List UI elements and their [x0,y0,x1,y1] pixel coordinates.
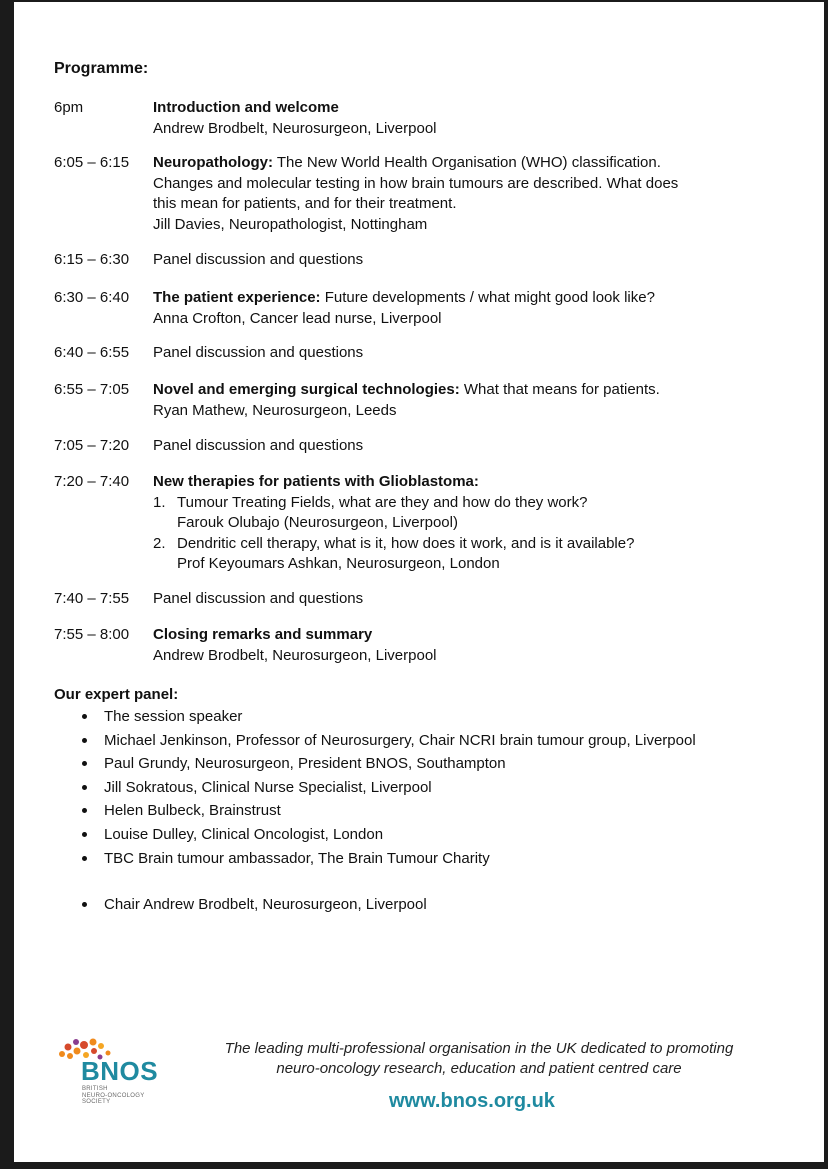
session-time: 6:55 – 7:05 [54,381,130,398]
session-description: this mean for patients, and for their treatment. [153,195,457,212]
session-description: Panel discussion and questions [153,590,364,607]
session-time: 6:15 – 6:30 [54,251,130,268]
panel-member: The session speaker [54,705,696,729]
session-content [153,288,793,329]
list-item-speaker: Farouk Olubajo (Neurosurgeon, Liverpool) [177,514,458,531]
session-speaker: Andrew Brodbelt, Neurosurgeon, Liverpool [153,119,437,137]
list-item-speaker: Prof Keyoumars Ashkan, Neurosurgeon, London [177,555,500,572]
session-description: Changes and molecular testing in how brain tumours are described. What does [153,174,679,192]
session-content [153,98,793,139]
session-time: 7:40 – 7:55 [54,590,130,607]
session-time: 6:30 – 6:40 [54,289,130,306]
list-item [153,493,793,534]
session-description: The New World Health Organisation (WHO) classification. [273,154,661,171]
list-number: 2. [153,534,166,552]
panel-member: Michael Jenkinson, Professor of Neurosurgery, Chair NCRI brain tumour group, Liverpool [54,729,696,753]
panel-chair-list [54,893,427,917]
session-title: New therapies for patients with Glioblastoma: [153,473,479,490]
panel-member: TBC Brain tumour ambassador, The Brain Tumour Charity [54,847,696,871]
panel-member: Louise Dulley, Clinical Oncologist, London [54,823,696,847]
session-time: 6pm [54,99,84,116]
session-time: 6:05 – 6:15 [54,154,130,171]
document-page [14,2,824,1162]
session-speaker: Andrew Brodbelt, Neurosurgeon, Liverpool [153,646,437,664]
session-time: 7:05 – 7:20 [54,437,130,454]
session-content [153,343,793,364]
session-content [153,589,793,610]
programme-heading: Programme: [54,60,149,77]
session-content [153,153,793,235]
session-content [153,380,793,421]
session-description: Panel discussion and questions [153,251,364,268]
session-speaker: Ryan Mathew, Neurosurgeon, Leeds [153,401,397,419]
session-speaker: Anna Crofton, Cancer lead nurse, Liverpool [153,309,442,327]
list-item-text: Tumour Treating Fields, what are they and how do they work? [177,493,588,511]
list-number: 1. [153,493,166,511]
logo-wordmark: BNOS [81,1056,159,1086]
session-title: Novel and emerging surgical technologies: [153,381,460,398]
session-title: Neuropathology: [153,154,273,171]
panel-member: Helen Bulbeck, Brainstrust [54,799,696,823]
session-description: Panel discussion and questions [153,437,364,454]
bnos-logo [54,1036,174,1126]
panel-member: Paul Grundy, Neurosurgeon, President BNOS, Southampton [54,752,696,776]
panel-heading: Our expert panel: [54,686,179,703]
list-item [153,534,793,575]
panel-member: Jill Sokratous, Clinical Nurse Specialist, Liverpool [54,776,696,800]
session-description: Panel discussion and questions [153,344,364,361]
therapy-list [153,493,793,575]
session-time: 6:40 – 6:55 [54,344,130,361]
session-content [153,625,793,666]
session-content [153,436,793,457]
session-speaker: Jill Davies, Neuropathologist, Nottingham [153,215,428,233]
session-title: Introduction and welcome [153,99,339,116]
session-title: The patient experience: [153,289,321,306]
session-description: What that means for patients. [459,381,660,398]
panel-chair: Chair Andrew Brodbelt, Neurosurgeon, Liverpool [54,893,427,917]
website-link[interactable]: www.bnos.org.uk [389,1090,555,1112]
logo-subtitle: BRITISH NEURO-ONCOLOGY SOCIETY [82,1086,145,1105]
session-content [153,472,793,575]
session-time: 7:55 – 8:00 [54,626,130,643]
session-content [153,250,793,271]
session-time: 7:20 – 7:40 [54,473,130,490]
list-item-text: Dendritic cell therapy, what is it, how does it work, and is it available? [177,534,635,552]
session-description: Future developments / what might good look like? [320,289,655,306]
footer-tagline: The leading multi-professional organisation in the UK dedicated to promoting neuro-oncology research, education and patient centred care [224,1040,734,1077]
panel-list [54,705,696,870]
session-title: Closing remarks and summary [153,626,373,643]
